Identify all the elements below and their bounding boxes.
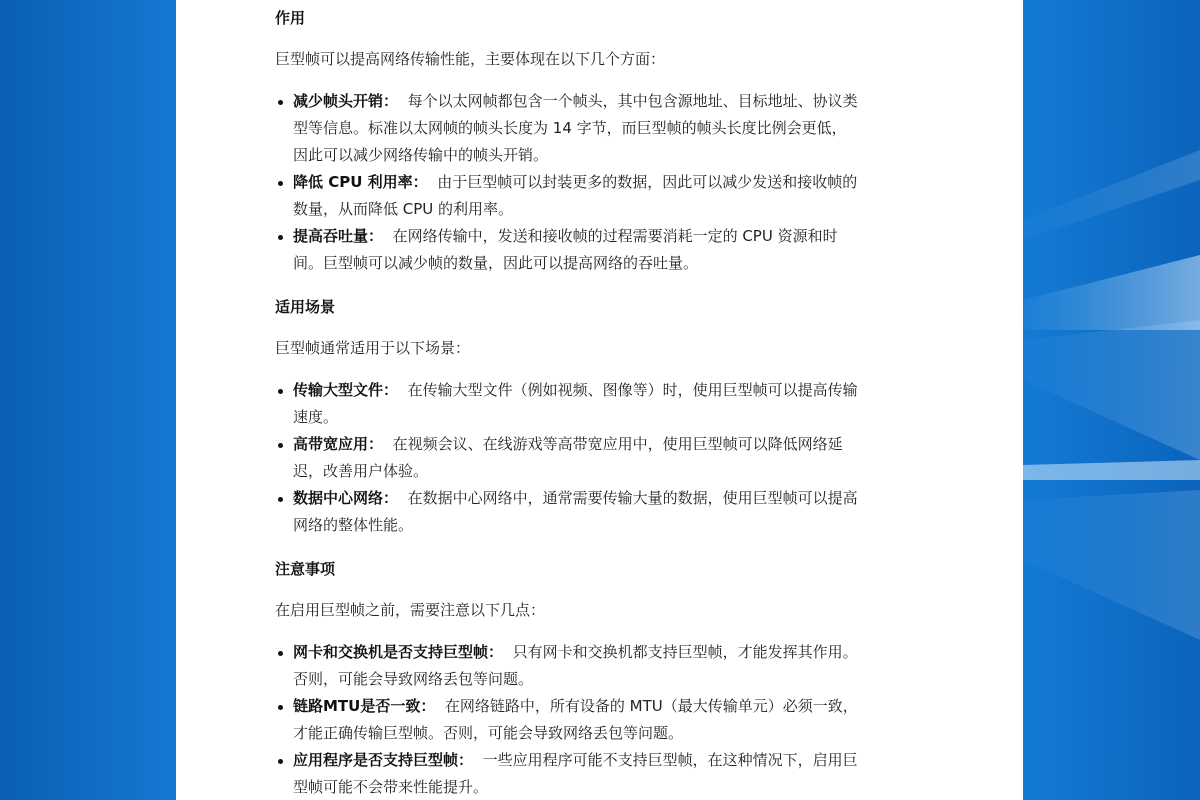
bullet-dot [278,651,283,656]
list-item-line [293,750,858,770]
bullet-dot [278,443,283,448]
section-intro: 巨型帧通常适用于以下场景： [275,339,471,357]
list-item-line [293,696,858,716]
section-intro: 巨型帧可以提高网络传输性能，主要体现在以下几个方面： [275,50,666,68]
list-item-text: 在网络链路中，所有设备的 MTU（最大传输单元）必须一致， [444,697,858,715]
list-item-line: 网络的整体性能。 [293,516,414,534]
section-heading: 注意事项 [275,560,336,578]
list-item-text: 在传输大型文件（例如视频、图像等）时，使用巨型帧可以提高传输 [407,381,858,399]
list-item-term: 网卡和交换机是否支持巨型帧： [293,643,504,661]
bullet-dot [278,100,283,105]
list-item-line [293,172,857,192]
bullet-dot [278,235,283,240]
list-item-line [293,226,838,246]
list-item-line [293,434,843,454]
list-item-line: 型等信息。标准以太网帧的帧头长度为 14 字节，而巨型帧的帧头长度比例会更低， [293,119,847,137]
list-item-text: 一些应用程序可能不支持巨型帧，在这种情况下，启用巨 [482,751,858,769]
list-item-term: 应用程序是否支持巨型帧： [293,751,474,769]
list-item-text: 在视频会议、在线游戏等高带宽应用中，使用巨型帧可以降低网络延 [392,435,843,453]
bullet-dot [278,759,283,764]
list-item-text: 每个以太网帧都包含一个帧头，其中包含源地址、目标地址、协议类 [407,92,858,110]
list-item-term: 提高吞吐量： [293,227,384,245]
list-item-term: 高带宽应用： [293,435,384,453]
bullet-dot [278,497,283,502]
list-item-line [293,91,858,111]
list-item-text: 在网络传输中，发送和接收帧的过程需要消耗一定的 CPU 资源和时 [392,227,838,245]
list-item-term: 传输大型文件： [293,381,399,399]
bullet-dot [278,705,283,710]
list-item-line: 数量，从而降低 CPU 的利用率。 [293,200,514,218]
list-item-line: 因此可以减少网络传输中的帧头开销。 [293,146,549,164]
list-item-term: 减少帧头开销： [293,92,399,110]
bullet-dot [278,181,283,186]
list-item-line: 迟，改善用户体验。 [293,462,429,480]
list-item-line: 间。巨型帧可以减少帧的数量，因此可以提高网络的吞吐量。 [293,254,699,272]
list-item-text: 在数据中心网络中，通常需要传输大量的数据，使用巨型帧可以提高 [407,489,858,507]
list-item-line: 速度。 [293,408,339,426]
list-item-term: 链路MTU是否一致： [293,697,436,715]
bullet-dot [278,389,283,394]
list-item-line [293,488,858,508]
section-heading: 适用场景 [275,298,336,316]
list-item-line [293,642,858,662]
document-page [176,0,1023,800]
section-heading: 作用 [275,9,306,27]
list-item-text: 由于巨型帧可以封装更多的数据，因此可以减少发送和接收帧的 [437,173,858,191]
list-item-line: 才能正确传输巨型帧。否则，可能会导致网络丢包等问题。 [293,724,684,742]
list-item-line: 否则，可能会导致网络丢包等问题。 [293,670,534,688]
list-item-line: 型帧可能不会带来性能提升。 [293,778,489,796]
list-item-line [293,380,858,400]
section-intro: 在启用巨型帧之前，需要注意以下几点： [275,601,546,619]
list-item-term: 数据中心网络： [293,489,399,507]
list-item-text: 只有网卡和交换机都支持巨型帧，才能发挥其作用。 [512,643,858,661]
list-item-term: 降低 CPU 利用率： [293,173,428,191]
